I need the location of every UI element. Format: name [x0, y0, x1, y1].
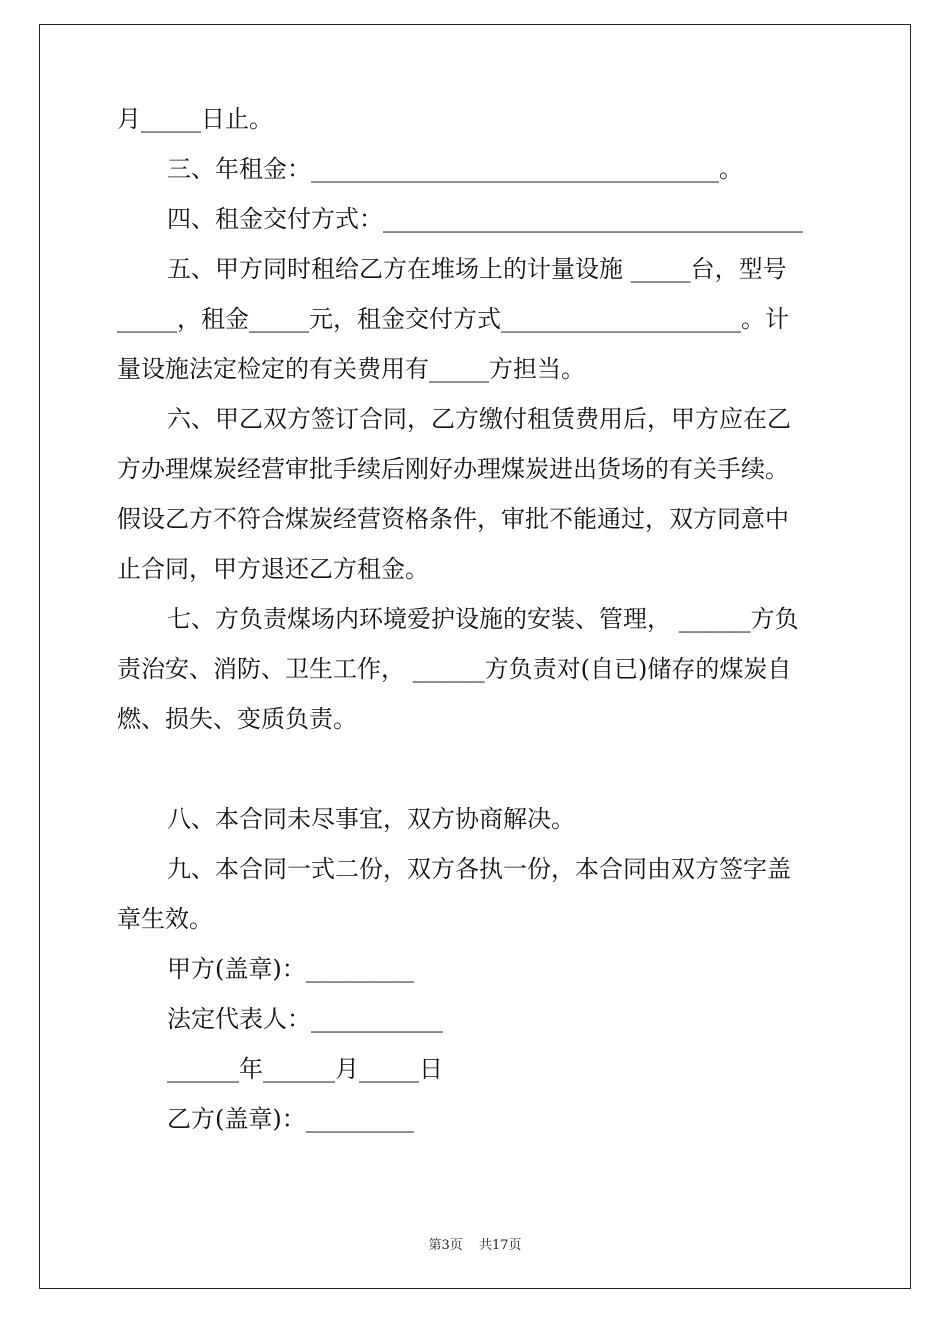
text-line: 四、租金交付方式：___________________________________ [167, 205, 803, 233]
text-line: 燃、损失、变质负责。 [117, 705, 357, 733]
text-line: 方办理煤炭经营审批手续后刚好办理煤炭进出货场的有关手续。 [117, 455, 789, 483]
text-line: 止合同，甲方退还乙方租金。 [117, 555, 429, 583]
text-line: 章生效。 [117, 905, 213, 933]
text-line: 量设施法定检定的有关费用有_____方担当。 [117, 355, 585, 383]
text-line: 九、本合同一式二份，双方各执一份，本合同由双方签字盖 [167, 855, 791, 883]
signature-legal-rep: 法定代表人：___________ [167, 1005, 443, 1033]
page-footer [0, 1234, 950, 1253]
text-line: 八、本合同未尽事宜，双方协商解决。 [167, 805, 575, 833]
text-line: _____，租金_____元，租金交付方式____________________。计 [117, 305, 789, 333]
text-line: 假设乙方不符合煤炭经营资格条件，审批不能通过，双方同意中 [117, 505, 789, 533]
signature-party-a: 甲方(盖章)：_________ [167, 955, 414, 983]
signature-date: ______年______月_____日 [167, 1055, 443, 1083]
text-line: 七、方负责煤场内环境爱护设施的安装、管理， ______方负 [167, 605, 799, 633]
document-body [117, 94, 833, 1144]
text-line: 六、甲乙双方签订合同，乙方缴付租赁费用后，甲方应在乙 [167, 405, 791, 433]
signature-party-b: 乙方(盖章)：_________ [167, 1105, 414, 1133]
text-line: 三、年租金：__________________________________。 [167, 155, 743, 183]
page-total: 共17页 [478, 1238, 522, 1253]
text-line: 责治安、消防、卫生工作， ______方负责对(自已)储存的煤炭自 [117, 655, 792, 683]
blank-line [117, 744, 833, 794]
page-number: 第3页 [428, 1238, 463, 1253]
text-line: 五、甲方同时租给乙方在堆场上的计量设施 _____台，型号 [167, 255, 787, 283]
text-line: 月_____日止。 [117, 105, 273, 133]
